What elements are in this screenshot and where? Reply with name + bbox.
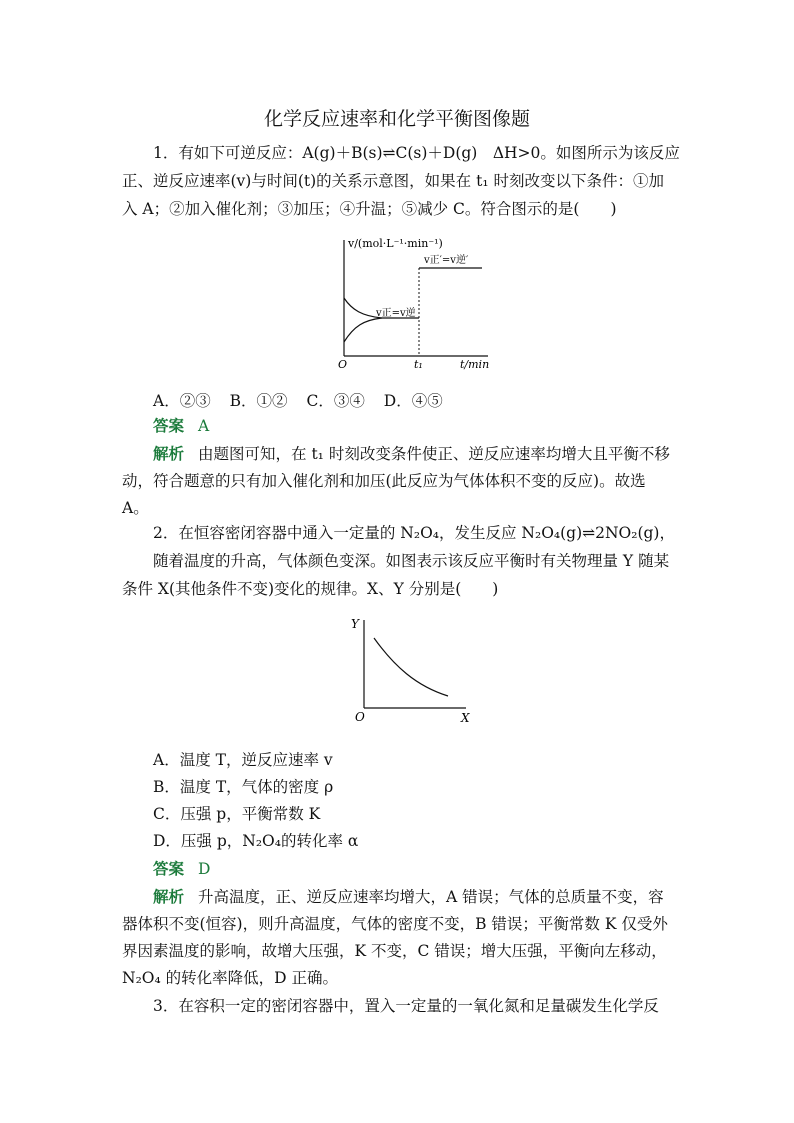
q1-option-a: A．②③	[153, 392, 211, 410]
q1-explain-line-2: 动，符合题意的只有加入催化剂和加压(此反应为气体体积不变的反应)。故选	[122, 472, 646, 490]
q1-explain-text-1: 由题图可知，在 t₁ 时刻改变条件使正、逆反应速率均增大且平衡不移	[198, 445, 670, 463]
q2-explain-line-1	[153, 887, 664, 907]
q1-line-1: 1．有如下可逆反应：A(g)＋B(s)⇌C(s)＋D(g) ΔH>0。如图所示为该反应	[153, 144, 680, 162]
q1-line-3: 入 A；②加入催化剂；③加压；④升温；⑤减少 C。符合图示的是( )	[122, 200, 617, 218]
page-title: 化学反应速率和化学平衡图像题	[263, 108, 530, 130]
q2-answer	[153, 859, 210, 879]
q2-explain-text-1: 升高温度，正、逆反应速率均增大，A 错误；气体的总质量不变，容	[198, 888, 664, 906]
q2-line-2: 随着温度的升高，气体颜色变深。如图表示该反应平衡时有关物理量 Y 随某	[153, 552, 670, 570]
q1-answer	[153, 416, 209, 436]
q1-x-label: t/min	[460, 358, 490, 370]
q2-explain-line-4: N₂O₄ 的转化率降低，D 正确。	[122, 969, 338, 987]
q2-decreasing-curve	[374, 638, 448, 696]
q1-eq-label: v正=v逆	[376, 308, 416, 319]
q1-option-c: C．③④	[306, 392, 365, 410]
q1-answer-value: A	[198, 417, 210, 435]
q1-option-b: B．①②	[229, 392, 288, 410]
q1-explain-line-3: A。	[122, 499, 149, 517]
q1-explain-label: 解析	[153, 444, 185, 463]
q3-line-1: 3．在容积一定的密闭容器中，置入一定量的一氧化氮和足量碳发生化学反	[153, 997, 659, 1015]
q1-rate-time-graph	[322, 230, 512, 370]
q2-origin: O	[355, 710, 365, 724]
q1-origin: O	[338, 358, 348, 370]
q2-y-label: Y	[351, 617, 359, 631]
q1-reverse-curve	[344, 318, 382, 342]
q1-y-label: v/(mol·L⁻¹·min⁻¹)	[348, 237, 443, 250]
q2-line-1: 2．在恒容密闭容器中通入一定量的 N₂O₄，发生反应 N₂O₄(g)⇌2NO₂(g)，	[153, 524, 675, 542]
q2-option-d: D．压强 p，N₂O₄的转化率 α	[153, 832, 359, 850]
q1-eq-label-2: v正′=v逆′	[424, 255, 469, 266]
q1-line-2: 正、逆反应速率(v)与时间(t)的关系示意图，如果在 t₁ 时刻改变以下条件：①加	[122, 172, 664, 190]
q2-answer-value: D	[198, 860, 211, 878]
q1-options	[153, 391, 457, 411]
q2-x-label: X	[461, 711, 470, 725]
q2-line-3: 条件 X(其他条件不变)变化的规律。X、Y 分别是( )	[122, 580, 499, 598]
q1-explain-line-1	[153, 444, 670, 464]
q2-explain-label: 解析	[153, 887, 185, 906]
q2-explain-line-3: 界因素温度的影响，故增大压强，K 不变，C 错误；增大压强，平衡向左移动，	[122, 942, 667, 960]
q2-option-b: B．温度 T，气体的密度 ρ	[153, 778, 334, 796]
q1-option-d: D．④⑤	[383, 392, 443, 410]
q2-option-c: C．压强 p，平衡常数 K	[153, 805, 321, 823]
q2-option-a: A．温度 T，逆反应速率 v	[153, 751, 333, 769]
q2-answer-label: 答案	[153, 859, 185, 878]
q2-y-vs-x-graph	[346, 614, 476, 729]
q2-explain-line-2: 器体积不变(恒容)，则升高温度，气体的密度不变，B 错误；平衡常数 K 仅受外	[122, 915, 668, 933]
q1-answer-label: 答案	[153, 416, 185, 435]
q1-t1-label: t₁	[414, 358, 423, 370]
